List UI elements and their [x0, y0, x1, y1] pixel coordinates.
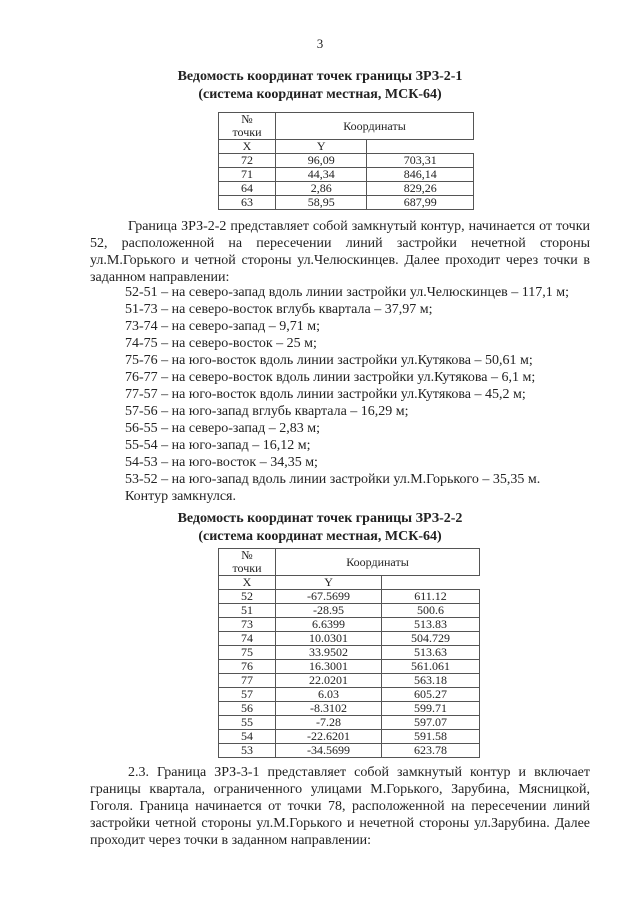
cell-n: 72 — [219, 154, 276, 168]
cell-n: 76 — [219, 660, 276, 674]
header-no — [219, 113, 276, 140]
table-row — [219, 590, 480, 604]
paragraph-text: 2.3. Граница ЗРЗ-3-1 представляет собой замкнутый контур и включает границы квартала, ограниченного улицами М.Горького, Зарубина, Мясницкой, Гоголя. Граница начинается от точки 78, расположенной на пересечении линий застройки четной стороны ул.М.Горького и нечетной стороны ул.Зарубина. Далее проходит через точки в заданном направлении: — [90, 765, 590, 848]
list-item: 74-75 – на северо-восток – 25 м; — [125, 336, 317, 351]
header-points: точки — [232, 125, 262, 139]
header-no — [219, 549, 276, 576]
cell-x: 33.9502 — [276, 646, 382, 660]
list-item: 75-76 – на юго-восток вдоль линии застройки ул.Кутякова – 50,61 м; — [125, 353, 533, 368]
paragraph-text: Граница ЗРЗ-2-2 представляет собой замкнутый контур, начинается от точки 52, расположенной на пересечении линий застройки нечетной стороны ул.М.Горького и четной стороны ул.Челюскинцев. Далее проходит через точки в заданном направлении: — [90, 219, 590, 285]
header-coordinates: Координаты — [276, 549, 480, 576]
list-item: 52-51 – на северо-запад вдоль линии застройки ул.Челюскинцев – 117,1 м; — [125, 285, 569, 300]
cell-n: 73 — [219, 618, 276, 632]
table-row — [219, 660, 480, 674]
header-y: Y — [276, 576, 382, 590]
list-item: 55-54 – на юго-запад – 16,12 м; — [125, 438, 311, 453]
header-coordinates: Координаты — [276, 113, 474, 140]
cell-n: 52 — [219, 590, 276, 604]
cell-n: 77 — [219, 674, 276, 688]
table-row — [219, 702, 480, 716]
cell-x: -22.6201 — [276, 730, 382, 744]
header-no-symbol: № — [241, 112, 253, 126]
table1-title-line1: Ведомость координат точек границы ЗРЗ-2-1 — [177, 69, 463, 84]
cell-y: 561.061 — [382, 660, 480, 674]
table-row — [219, 604, 480, 618]
cell-x: -28.95 — [276, 604, 382, 618]
header-y: Y — [276, 140, 367, 154]
cell-x: 6.03 — [276, 688, 382, 702]
list-item: 56-55 – на северо-запад – 2,83 м; — [125, 421, 321, 436]
coordinates-table-1 — [218, 112, 474, 210]
cell-x: -7.28 — [276, 716, 382, 730]
cell-x: -34.5699 — [276, 744, 382, 758]
cell-n: 51 — [219, 604, 276, 618]
table-row — [219, 674, 480, 688]
coordinates-table-2 — [218, 548, 480, 758]
cell-n: 56 — [219, 702, 276, 716]
table-row — [219, 730, 480, 744]
paragraph-zrz-2-2 — [90, 218, 590, 286]
cell-x: 6.6399 — [276, 618, 382, 632]
cell-n: 55 — [219, 716, 276, 730]
table-row — [219, 618, 480, 632]
header-x: X — [219, 140, 276, 154]
cell-y: 703,31 — [367, 154, 474, 168]
cell-n: 53 — [219, 744, 276, 758]
cell-x: 16.3001 — [276, 660, 382, 674]
cell-n: 54 — [219, 730, 276, 744]
cell-x: 22.0201 — [276, 674, 382, 688]
table-row — [219, 154, 474, 168]
table2-title-line2: (система координат местная, МСК-64) — [198, 529, 442, 544]
table2-title-line1: Ведомость координат точек границы ЗРЗ-2-2 — [177, 511, 463, 526]
table-row — [219, 688, 480, 702]
list-item: 54-53 – на юго-восток – 34,35 м; — [125, 455, 318, 470]
table1-title-line2: (система координат местная, МСК-64) — [198, 87, 442, 102]
table-row — [219, 716, 480, 730]
cell-y: 563.18 — [382, 674, 480, 688]
paragraph-zrz-3-1 — [90, 764, 590, 849]
cell-x: -67.5699 — [276, 590, 382, 604]
cell-x: 2,86 — [276, 182, 367, 196]
cell-y: 829,26 — [367, 182, 474, 196]
cell-x: 44,34 — [276, 168, 367, 182]
list-item: 73-74 – на северо-запад – 9,71 м; — [125, 319, 321, 334]
cell-y: 611.12 — [382, 590, 480, 604]
table-row — [219, 168, 474, 182]
cell-y: 846,14 — [367, 168, 474, 182]
cell-y: 513.63 — [382, 646, 480, 660]
table-row — [219, 744, 480, 758]
cell-n: 64 — [219, 182, 276, 196]
page-number: 3 — [316, 36, 324, 51]
header-points: точки — [232, 561, 262, 575]
cell-y: 597.07 — [382, 716, 480, 730]
cell-x: -8.3102 — [276, 702, 382, 716]
table-row — [219, 196, 474, 210]
cell-n: 74 — [219, 632, 276, 646]
table-row — [219, 182, 474, 196]
list-item: 57-56 – на юго-запад вглубь квартала – 16,29 м; — [125, 404, 409, 419]
cell-n: 71 — [219, 168, 276, 182]
cell-y: 591.58 — [382, 730, 480, 744]
cell-y: 687,99 — [367, 196, 474, 210]
table-row — [219, 646, 480, 660]
cell-y: 513.83 — [382, 618, 480, 632]
cell-n: 75 — [219, 646, 276, 660]
cell-y: 504.729 — [382, 632, 480, 646]
list-item: 77-57 – на юго-восток вдоль линии застройки ул.Кутякова – 45,2 м; — [125, 387, 526, 402]
cell-y: 599.71 — [382, 702, 480, 716]
header-x: X — [219, 576, 276, 590]
cell-x: 10.0301 — [276, 632, 382, 646]
list-item: 76-77 – на северо-восток вдоль линии застройки ул.Кутякова – 6,1 м; — [125, 370, 536, 385]
cell-x: 96,09 — [276, 154, 367, 168]
cell-x: 58,95 — [276, 196, 367, 210]
cell-n: 63 — [219, 196, 276, 210]
cell-n: 57 — [219, 688, 276, 702]
list-item: Контур замкнулся. — [125, 489, 236, 504]
cell-y: 500.6 — [382, 604, 480, 618]
table-row — [219, 632, 480, 646]
cell-y: 605.27 — [382, 688, 480, 702]
boundary-steps-list — [125, 284, 595, 505]
list-item: 51-73 – на северо-восток вглубь квартала – 37,97 м; — [125, 302, 433, 317]
header-no-symbol: № — [241, 548, 253, 562]
cell-y: 623.78 — [382, 744, 480, 758]
list-item: 53-52 – на юго-запад вдоль линии застройки ул.М.Горького – 35,35 м. — [125, 472, 541, 487]
